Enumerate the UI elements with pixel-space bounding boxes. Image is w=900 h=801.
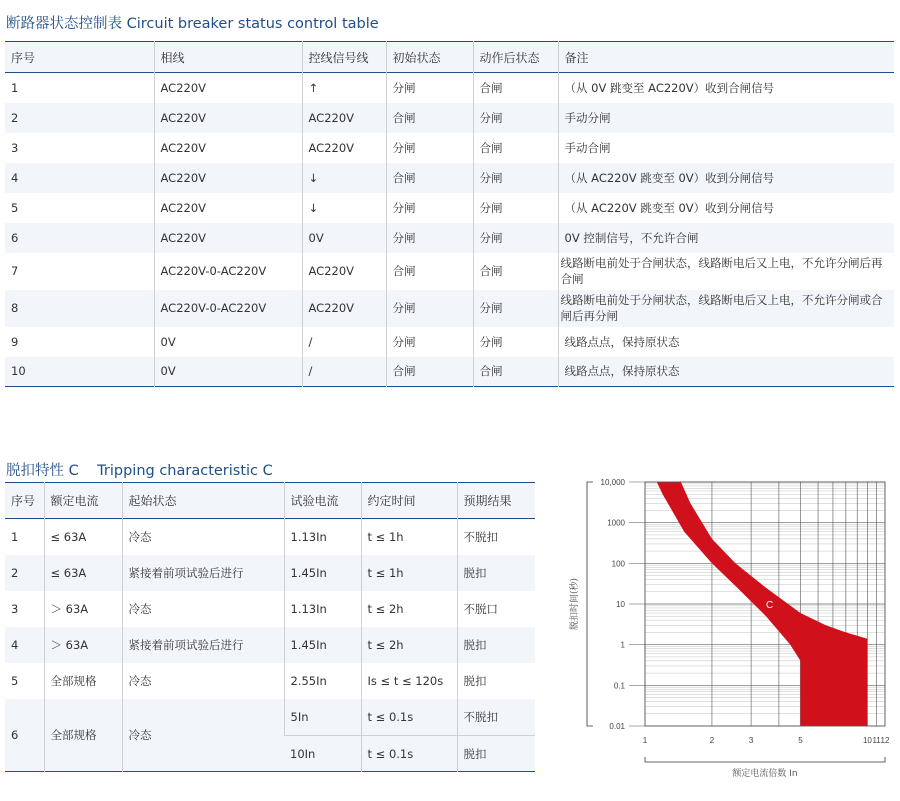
col-header-control-signal: 控线信号线 (302, 42, 386, 73)
table-row (5, 73, 894, 103)
cell-post-state: 分闸 (473, 223, 558, 253)
circuit-breaker-status-table (5, 41, 894, 387)
circuit-breaker-table-title: 断路器状态控制表 Circuit breaker status control table (6, 16, 379, 32)
x-tick-label: 10 (862, 736, 872, 745)
cell-phase-line: 0V (154, 327, 302, 357)
cell-initial-state: 合闸 (386, 163, 473, 193)
cell-post-state: 分闸 (473, 163, 558, 193)
cell-phase-line: AC220V (154, 193, 302, 223)
cell-remarks: 手动分闸 (558, 103, 894, 133)
cell-phase-line: 0V (154, 357, 302, 387)
cell-control-signal: AC220V (302, 133, 386, 163)
tripping-characteristic-table (5, 482, 535, 772)
x-tick-label: 1 (642, 736, 648, 745)
y-tick-label: 10,000 (600, 478, 625, 487)
cell-remarks: 线路点点，保持原状态 (558, 327, 894, 357)
cell-start-state: 紧接着前项试验后进行 (122, 627, 284, 663)
table-row (5, 103, 894, 133)
table-row (5, 519, 535, 555)
col-header-agreed-time: 约定时间 (361, 483, 457, 519)
cell-seq: 2 (11, 565, 19, 580)
cell-rated-current: ≤ 63A (44, 555, 122, 591)
cell-initial-state: 分闸 (386, 73, 473, 103)
cell-agreed-time: t ≤ 2h (361, 627, 457, 663)
cell-phase-line: AC220V (154, 223, 302, 253)
cell-control-signal: ↓ (302, 193, 386, 223)
cell-phase-line: AC220V-0-AC220V (154, 253, 302, 290)
x-tick-label: 11 (872, 736, 881, 745)
cell-remarks: 线路点点，保持原状态 (558, 357, 894, 387)
table-row (5, 223, 894, 253)
cell-seq: 6 (11, 230, 19, 245)
col-header-seq: 序号 (11, 494, 36, 508)
cell-post-state: 分闸 (473, 327, 558, 357)
y-axis-label: 脱扣时间(秒) (570, 577, 580, 631)
cell-control-signal: / (302, 357, 386, 387)
region-label-c: C (765, 599, 774, 611)
x-axis-ticks (643, 736, 890, 745)
table-row (5, 591, 535, 627)
cell-post-state: 合闸 (473, 253, 558, 290)
cell-start-state: 冷态 (122, 591, 284, 627)
table-row (5, 290, 894, 327)
table-row (5, 133, 894, 163)
cell-rated-current: 全部规格 (44, 663, 122, 699)
cell-post-state: 合闸 (473, 357, 558, 387)
cell-test-current: 1.45In (284, 555, 361, 591)
cell-agreed-time: t ≤ 1h (361, 555, 457, 591)
x-tick-label: 5 (798, 736, 803, 745)
cell-initial-state: 合闸 (386, 103, 473, 133)
cell-control-signal: ↓ (302, 163, 386, 193)
col-header-seq: 序号 (11, 50, 36, 65)
cell-post-state: 分闸 (473, 103, 558, 133)
cell-rated-current: ＞ 63A (44, 627, 122, 663)
table-row (5, 555, 535, 591)
y-tick-label: 0.1 (613, 681, 625, 691)
cell-remarks: （从 AC220V 跳变至 0V）收到分闸信号 (558, 163, 894, 193)
cell-seq: 1 (11, 80, 19, 95)
cell-test-current: 10In (290, 746, 316, 761)
cell-agreed-time: Is ≤ t ≤ 120s (361, 663, 457, 699)
cell-start-state: 冷态 (122, 663, 284, 699)
cell-seq: 8 (11, 301, 19, 315)
cell-remarks: 线路断电前处于分闸状态，线路断电后又上电，不允许分闸或合闸后再分闸 (558, 290, 894, 327)
col-header-phase-line: 相线 (154, 42, 302, 73)
cell-control-signal: AC220V (302, 253, 386, 290)
table2-header-row (5, 483, 535, 519)
x-axis-label: 额定电流倍数 In (732, 769, 798, 779)
cell-initial-state: 分闸 (386, 223, 473, 253)
cell-phase-line: AC220V-0-AC220V (154, 290, 302, 327)
cell-start-state: 冷态 (122, 519, 284, 555)
y-tick-label: 100 (611, 559, 625, 569)
cell-seq: 4 (11, 170, 19, 185)
cell-rated-current: 全部规格 (44, 699, 122, 771)
cell-post-state: 合闸 (473, 133, 558, 163)
cell-control-signal: AC220V (302, 103, 386, 133)
cell-post-state: 分闸 (473, 193, 558, 223)
cell-initial-state: 合闸 (386, 357, 473, 387)
x-axis-bracket (645, 757, 885, 762)
cell-agreed-time: t ≤ 0.1s (361, 736, 457, 772)
cell-expected-result: 不脱扣 (457, 699, 535, 735)
col-header-test-current: 试验电流 (284, 483, 361, 519)
col-header-initial-state: 初始状态 (386, 42, 473, 73)
cell-rated-current: ＞ 63A (44, 591, 122, 627)
cell-expected-result: 不脱扣 (457, 519, 535, 555)
table-row (5, 663, 535, 699)
cell-control-signal: AC220V (302, 290, 386, 327)
table-row (5, 193, 894, 223)
cell-initial-state: 分闸 (386, 290, 473, 327)
y-tick-label: 0.01 (609, 722, 625, 731)
cell-seq: 1 (11, 529, 19, 544)
cell-control-signal: ↑ (302, 73, 386, 103)
cell-test-current: 2.55In (284, 663, 361, 699)
col-header-post-action-state: 动作后状态 (473, 42, 558, 73)
y-tick-label: 1 (620, 640, 625, 650)
cell-remarks: 线路断电前处于合闸状态，线路断电后又上电，不允许分闸后再合闸 (558, 253, 894, 290)
cell-expected-result: 脱扣 (457, 736, 535, 772)
x-tick-label: 3 (748, 736, 754, 745)
cell-seq: 4 (11, 638, 19, 653)
cell-expected-result: 脱扣 (457, 555, 535, 591)
cell-test-current: 1.45In (284, 627, 361, 663)
y-axis-ticks (601, 478, 645, 731)
cell-start-state: 冷态 (122, 699, 284, 771)
y-tick-label: 10 (616, 600, 625, 609)
cell-initial-state: 分闸 (386, 327, 473, 357)
col-header-start-state: 起始状态 (122, 483, 284, 519)
cell-agreed-time: t ≤ 1h (361, 519, 457, 555)
cell-test-current: 1.13In (284, 591, 361, 627)
cell-seq: 2 (11, 110, 19, 125)
cell-remarks: （从 0V 跳变至 AC220V）收到合闸信号 (558, 73, 894, 103)
cell-seq: 5 (11, 200, 19, 215)
cell-phase-line: AC220V (154, 163, 302, 193)
cell-seq: 6 (11, 728, 19, 743)
cell-seq: 3 (11, 140, 19, 155)
cell-phase-line: AC220V (154, 103, 302, 133)
cell-test-current: 5In (284, 699, 361, 735)
cell-seq: 7 (11, 264, 19, 278)
cell-phase-line: AC220V (154, 73, 302, 103)
cell-test-current: 1.13In (284, 519, 361, 555)
x-tick-label: 2 (709, 736, 715, 745)
cell-start-state: 紧接着前项试验后进行 (122, 555, 284, 591)
cell-post-state: 分闸 (473, 290, 558, 327)
table-row (5, 357, 894, 387)
table-row (5, 253, 894, 290)
cell-seq: 9 (11, 334, 19, 349)
cell-remarks: （从 AC220V 跳变至 0V）收到分闸信号 (558, 193, 894, 223)
col-header-remarks: 备注 (558, 42, 894, 73)
cell-initial-state: 分闸 (386, 133, 473, 163)
cell-expected-result: 脱扣 (457, 627, 535, 663)
cell-seq: 10 (11, 364, 26, 379)
table-row (5, 327, 894, 357)
tripping-curve-chart (555, 470, 895, 795)
cell-initial-state: 分闸 (386, 193, 473, 223)
x-tick-label: 12 (880, 736, 890, 745)
cell-initial-state: 合闸 (386, 253, 473, 290)
table1-header-row (5, 42, 894, 73)
cell-agreed-time: t ≤ 2h (361, 591, 457, 627)
cell-control-signal: 0V (302, 223, 386, 253)
cell-phase-line: AC220V (154, 133, 302, 163)
cell-seq: 3 (11, 601, 19, 616)
table-row (5, 699, 535, 735)
cell-expected-result: 脱扣 (457, 663, 535, 699)
col-header-rated-current: 额定电流 (44, 483, 122, 519)
cell-post-state: 合闸 (473, 73, 558, 103)
tripping-characteristic-title: 脱扣特性 C Tripping characteristic C (6, 463, 273, 479)
y-tick-label: 1000 (607, 518, 625, 528)
cell-agreed-time: t ≤ 0.1s (361, 699, 457, 735)
cell-rated-current: ≤ 63A (44, 519, 122, 555)
cell-expected-result: 不脱口 (457, 591, 535, 627)
table-row (5, 627, 535, 663)
cell-seq: 5 (11, 674, 19, 689)
table-row (5, 163, 894, 193)
cell-control-signal: / (302, 327, 386, 357)
col-header-expected-result: 预期结果 (457, 483, 535, 519)
y-axis-bracket (587, 482, 593, 726)
cell-remarks: 0V 控制信号，不允许合闸 (558, 223, 894, 253)
cell-remarks: 手动合闸 (558, 133, 894, 163)
